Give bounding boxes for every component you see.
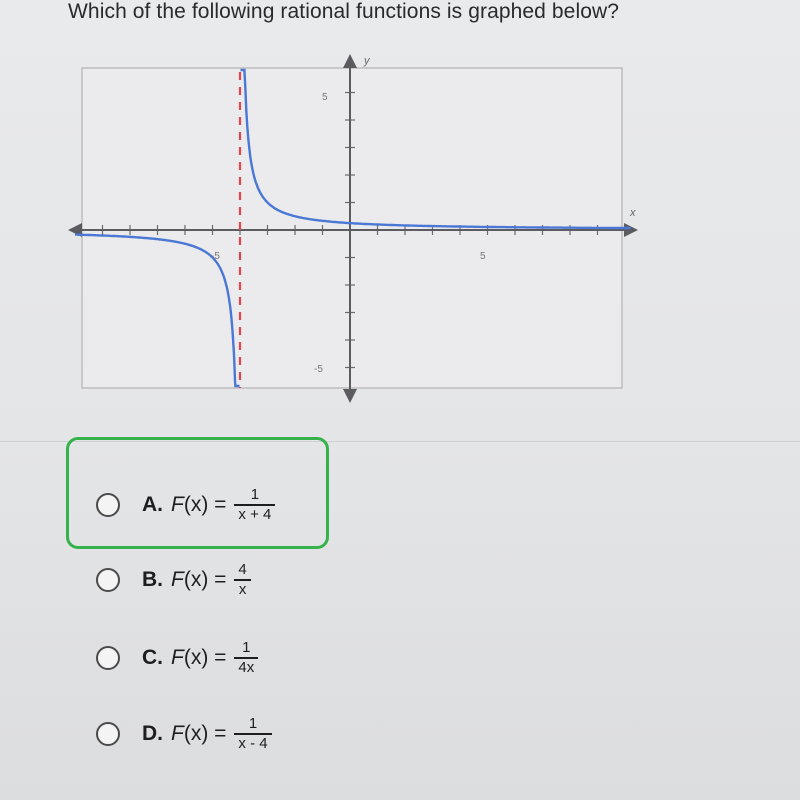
radio-c[interactable]	[96, 646, 120, 670]
fraction	[234, 487, 275, 522]
y-axis-arrow-down	[343, 389, 357, 403]
tick-label-y-pos5: 5	[322, 92, 328, 103]
numerator: 1	[250, 486, 260, 504]
function-lhs: (x) =	[183, 722, 227, 745]
function-lhs: (x) =	[183, 568, 227, 591]
y-axis-arrow-up	[343, 54, 357, 68]
choice-d[interactable]	[96, 714, 272, 754]
function-name: F	[171, 722, 184, 745]
x-axis-arrow-right	[624, 223, 638, 237]
denominator: 4x	[238, 658, 255, 676]
denominator: x	[238, 580, 247, 598]
function-name: F	[171, 568, 184, 591]
fraction	[234, 562, 250, 597]
function-lhs: (x) =	[183, 493, 227, 516]
section-divider	[0, 441, 800, 442]
graph	[60, 48, 660, 408]
tick-label-y-neg5: -5	[314, 364, 323, 375]
choice-a[interactable]	[96, 485, 275, 525]
x-axis-label: x	[630, 207, 636, 219]
choice-letter: C.	[142, 646, 163, 669]
function-lhs: (x) =	[183, 646, 227, 669]
question-text: Which of the following rational functions is graphed below?	[68, 0, 620, 23]
numerator: 1	[248, 715, 258, 733]
graph-svg	[60, 48, 660, 408]
function-name: F	[171, 646, 184, 669]
fraction	[234, 716, 271, 751]
denominator: x + 4	[238, 505, 272, 523]
function-name: F	[171, 493, 184, 516]
radio-b[interactable]	[96, 568, 120, 592]
y-axis-label: y	[364, 55, 370, 67]
tick-label-x-neg5: -5	[211, 251, 220, 262]
choice-letter: A.	[142, 493, 163, 516]
choice-b[interactable]	[96, 560, 251, 600]
choice-c[interactable]	[96, 638, 258, 678]
radio-a[interactable]	[96, 493, 120, 517]
tick-label-x-pos5: 5	[480, 251, 486, 262]
radio-d[interactable]	[96, 722, 120, 746]
fraction	[234, 640, 258, 675]
choice-letter: D.	[142, 722, 163, 745]
numerator: 1	[242, 639, 251, 657]
numerator: 4	[238, 561, 247, 579]
choice-letter: B.	[142, 568, 163, 591]
denominator: x - 4	[238, 734, 268, 752]
